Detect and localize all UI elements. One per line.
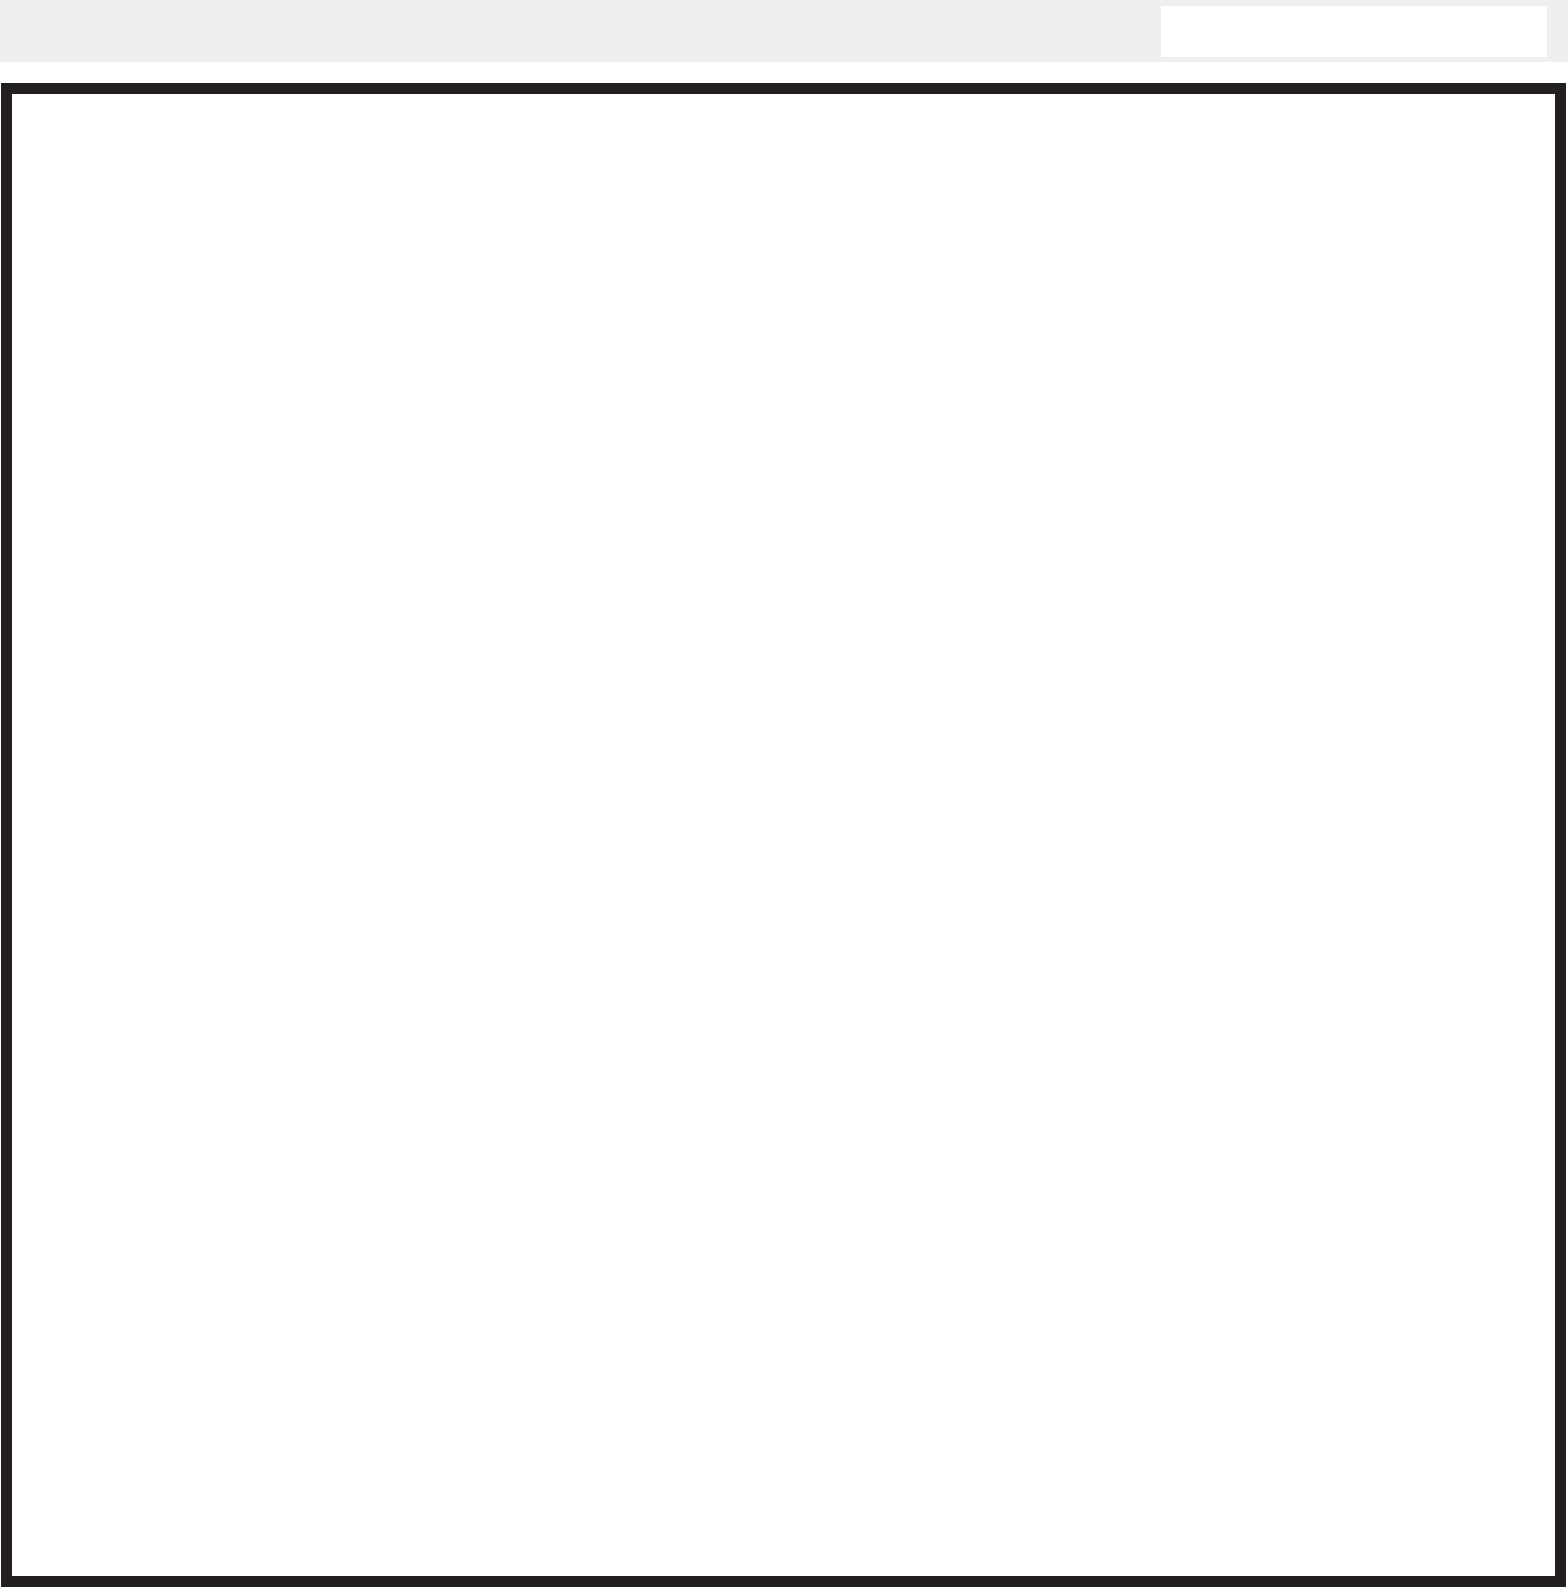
crossword-grid bbox=[1, 83, 1566, 1587]
print-color-bar bbox=[1161, 6, 1547, 57]
page-header bbox=[0, 0, 1568, 62]
